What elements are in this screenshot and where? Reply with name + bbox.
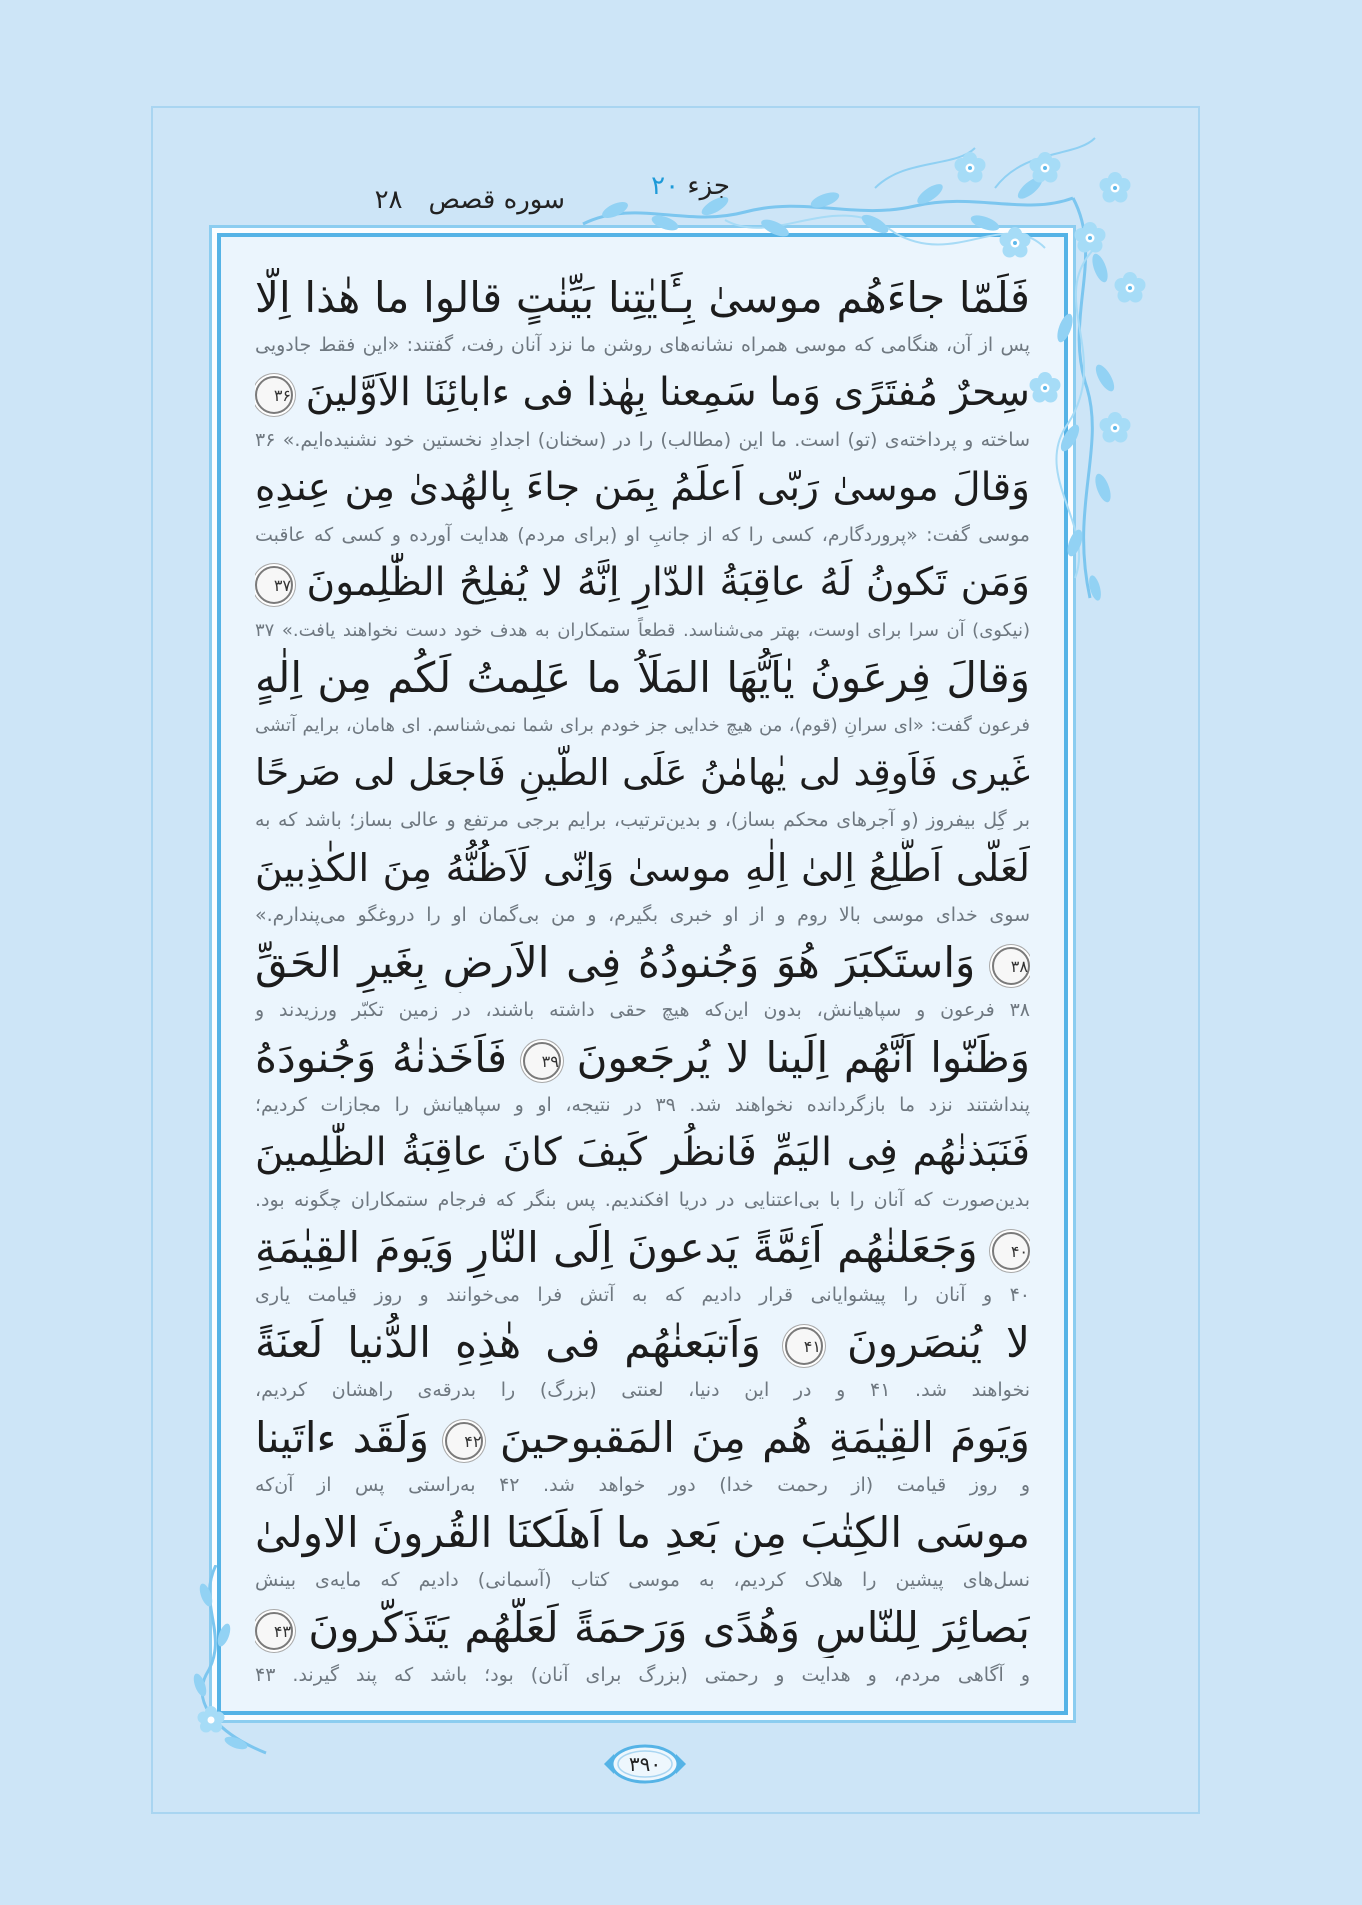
arabic-text: وَظَنّوا اَنَّهُم اِلَينا لا يُرجَعونَ — [576, 1033, 1030, 1082]
translation-line: فرعون گفت: «ای سرانِ (قوم)، من هیچ خدایی جز خودم برای شما نمی‌شناسم. ای هامان، برایم آتشی — [255, 715, 1030, 736]
arabic-text: سِحرٌ مُفتَرًى وَما سَمِعنا بِهٰذا فى ءابائِنَا الاَوَّلينَ — [305, 370, 1030, 415]
verse-line — [255, 1408, 1030, 1503]
ayah-number-marker-icon: ۳۹ — [523, 1042, 561, 1080]
arabic-line — [255, 933, 1030, 993]
arabic-text: لا يُنصَرونَ — [846, 1318, 1030, 1367]
ayah-number-marker-icon: ۳۷ — [255, 566, 293, 604]
verse-line — [255, 1503, 1030, 1598]
translation-line: ۴۰ و آنان را پیشوایانی قرار دادیم که به آتش فرا می‌خوانند و روز قیامت یاری — [255, 1284, 1030, 1306]
arabic-text: موسَى الكِتٰبَ مِن بَعدِ ما اَهلَكنَا القُرونَ الاولىٰ — [255, 1508, 1030, 1557]
surah-name: سوره قصص — [428, 185, 565, 215]
page-text — [255, 268, 1030, 1693]
verse-line — [255, 648, 1030, 743]
ayah-number-marker-icon: ۳۶ — [255, 376, 293, 414]
verse-line — [255, 458, 1030, 553]
translation-line: و آگاهی مردم، و هدایت و رحمتی (بزرگ برای آنان) بود؛ باشد که پند گیرند. ۴۳ — [255, 1664, 1030, 1686]
translation-line: بدین‌صورت که آنان را با بی‌اعتنایی در دریا افکندیم. پس بنگر که فرجام ستمکاران چگونه بود. — [255, 1189, 1030, 1211]
ayah-number-marker-icon: ۴۰ — [992, 1232, 1030, 1270]
arabic-line — [255, 1028, 1030, 1088]
translation-line: پنداشتند نزد ما بازگردانده نخواهند شد. ۳۹ در نتیجه، او و سپاهیانش را مجازات کردیم؛ — [255, 1094, 1030, 1116]
arabic-text: فَنَبَذنٰهُم فِى اليَمِّ فَانظُر كَيفَ كانَ عاقِبَةُ الظّٰلِمينَ — [255, 1130, 1030, 1175]
translation-line: موسی گفت: «پروردگارم، کسی را که از جانبِ او (برای مردم) هدایت آورده و کسی که عاقبت — [255, 524, 1030, 546]
surah-header — [350, 180, 565, 220]
ayah-number-marker-icon: ۴۳ — [255, 1612, 293, 1650]
arabic-text: بَصائِرَ لِلنّاسِ وَهُدًى وَرَحمَةً لَعَلَّهُم يَتَذَكَّرونَ — [308, 1603, 1030, 1652]
verse-line — [255, 553, 1030, 648]
arabic-line — [255, 648, 1030, 708]
verse-line — [255, 743, 1030, 838]
arabic-line — [255, 1218, 1030, 1278]
arabic-text: فَاَخَذنٰهُ وَجُنودَهُ — [255, 1033, 508, 1082]
ayah-number-marker-icon: ۳۸ — [992, 947, 1030, 985]
ayah-number-marker-icon: ۴۲ — [445, 1422, 483, 1460]
translation-line: نخواهند شد. ۴۱ و در این دنیا، لعنتی (بزرگ) را بدرقه‌ی راهشان کردیم، — [255, 1379, 1030, 1401]
translation-line: ۳۸ فرعون و سپاهیانش، بدون این‌که هیچ حقی داشته باشند، در زمین تکبّر ورزیدند و — [255, 999, 1030, 1021]
verse-line — [255, 1313, 1030, 1408]
verse-line — [255, 1123, 1030, 1218]
arabic-line — [255, 458, 1030, 518]
juz-number: ۲۰ — [651, 171, 680, 201]
arabic-text: لَعَلّى اَطَّلِعُ اِلىٰ اِلٰهِ موسىٰ وَاِنّى لَاَظُنُّهُ مِنَ الكٰذِبينَ — [255, 846, 1030, 890]
verse-line — [255, 363, 1030, 458]
arabic-text: وَاَتبَعنٰهُم فى هٰذِهِ الدُّنيا لَعنَةً — [255, 1318, 761, 1367]
surah-number: ۲۸ — [374, 185, 403, 215]
arabic-text: غَيرى فَاَوقِد لى يٰهامٰنُ عَلَى الطّينِ فَاجعَل لى صَرحًا — [255, 751, 1030, 794]
verse-line — [255, 838, 1030, 933]
arabic-line — [255, 743, 1030, 803]
translation-line: سوی خدای موسی بالا روم و از او خبری بگیرم، و من بی‌گمان او را دروغگو می‌پندارم.» — [255, 904, 1030, 926]
verse-line — [255, 1028, 1030, 1123]
translation-line: (نیکوی) آن سرا برای اوست، بهتر می‌شناسد. قطعاً ستمکاران به هدف خود دست نخواهند یافت.» ۳۷ — [255, 620, 1030, 641]
arabic-text: وَيَومَ القِيٰمَةِ هُم مِنَ المَقبوحينَ — [499, 1413, 1030, 1462]
arabic-line — [255, 838, 1030, 898]
page-number: ۳۹۰ — [628, 1752, 662, 1776]
verse-line — [255, 268, 1030, 363]
arabic-text: وَقالَ موسىٰ رَبّى اَعلَمُ بِمَن جاءَ بِالهُدىٰ مِن عِندِهِ — [255, 465, 1030, 510]
arabic-line — [255, 268, 1030, 328]
arabic-line — [255, 1408, 1030, 1468]
arabic-text: وَاستَكبَرَ هُوَ وَجُنودُهُ فِى الاَرضِ بِغَيرِ الحَقِّ — [255, 938, 976, 987]
translation-line: بر گِل بیفروز (و آجرهای محکم بساز)، و بدین‌ترتیب، برایم برجی مرتفع و عالی بساز؛ باشد که به — [255, 809, 1030, 831]
translation-line: پس از آن، هنگامی که موسی همراه نشانه‌های روشن ما نزد آنان رفت، گفتند: «این فقط جادویی — [255, 334, 1030, 356]
arabic-line — [255, 1503, 1030, 1563]
verse-line — [255, 933, 1030, 1028]
arabic-text: وَجَعَلنٰهُم اَئِمَّةً يَدعونَ اِلَى النّارِ وَيَومَ القِيٰمَةِ — [255, 1223, 978, 1272]
verse-line — [255, 1598, 1030, 1693]
arabic-text: وَلَقَد ءاتَينا — [255, 1413, 430, 1462]
arabic-line — [255, 363, 1030, 423]
arabic-text: وَقالَ فِرعَونُ يٰاَيُّهَا المَلَاُ ما عَلِمتُ لَكُم مِن اِلٰهٍ — [255, 653, 1030, 702]
ayah-number-marker-icon: ۴۱ — [785, 1327, 823, 1365]
arabic-text: وَمَن تَكونُ لَهُ عاقِبَةُ الدّارِ اِنَّهُ لا يُفلِحُ الظّٰلِمونَ — [306, 560, 1030, 605]
arabic-text: فَلَمّا جاءَهُم موسىٰ بِـَٔايٰتِنا بَيِّنٰتٍ قالوا ما هٰذا اِلّا — [255, 273, 1030, 322]
translation-line: نسل‌های پیشین را هلاک کردیم، به موسی کتاب (آسمانی) دادیم که مایه‌ی بینش — [255, 1569, 1030, 1591]
arabic-line — [255, 1313, 1030, 1373]
translation-line: ساخته و پرداخته‌ی (تو) است. ما این (مطالب) را در (سخنان) اجدادِ نخستین خود نشنیده‌ایم.» ۳۶ — [255, 429, 1030, 451]
translation-line: و روز قیامت (از رحمت خدا) دور خواهد شد. ۴۲ به‌راستی پس از آن‌که — [255, 1474, 1030, 1496]
arabic-line — [255, 1598, 1030, 1658]
arabic-line — [255, 553, 1030, 613]
juz-label: جزء — [687, 171, 730, 201]
juz-header — [620, 166, 730, 206]
verse-line — [255, 1218, 1030, 1313]
arabic-line — [255, 1123, 1030, 1183]
